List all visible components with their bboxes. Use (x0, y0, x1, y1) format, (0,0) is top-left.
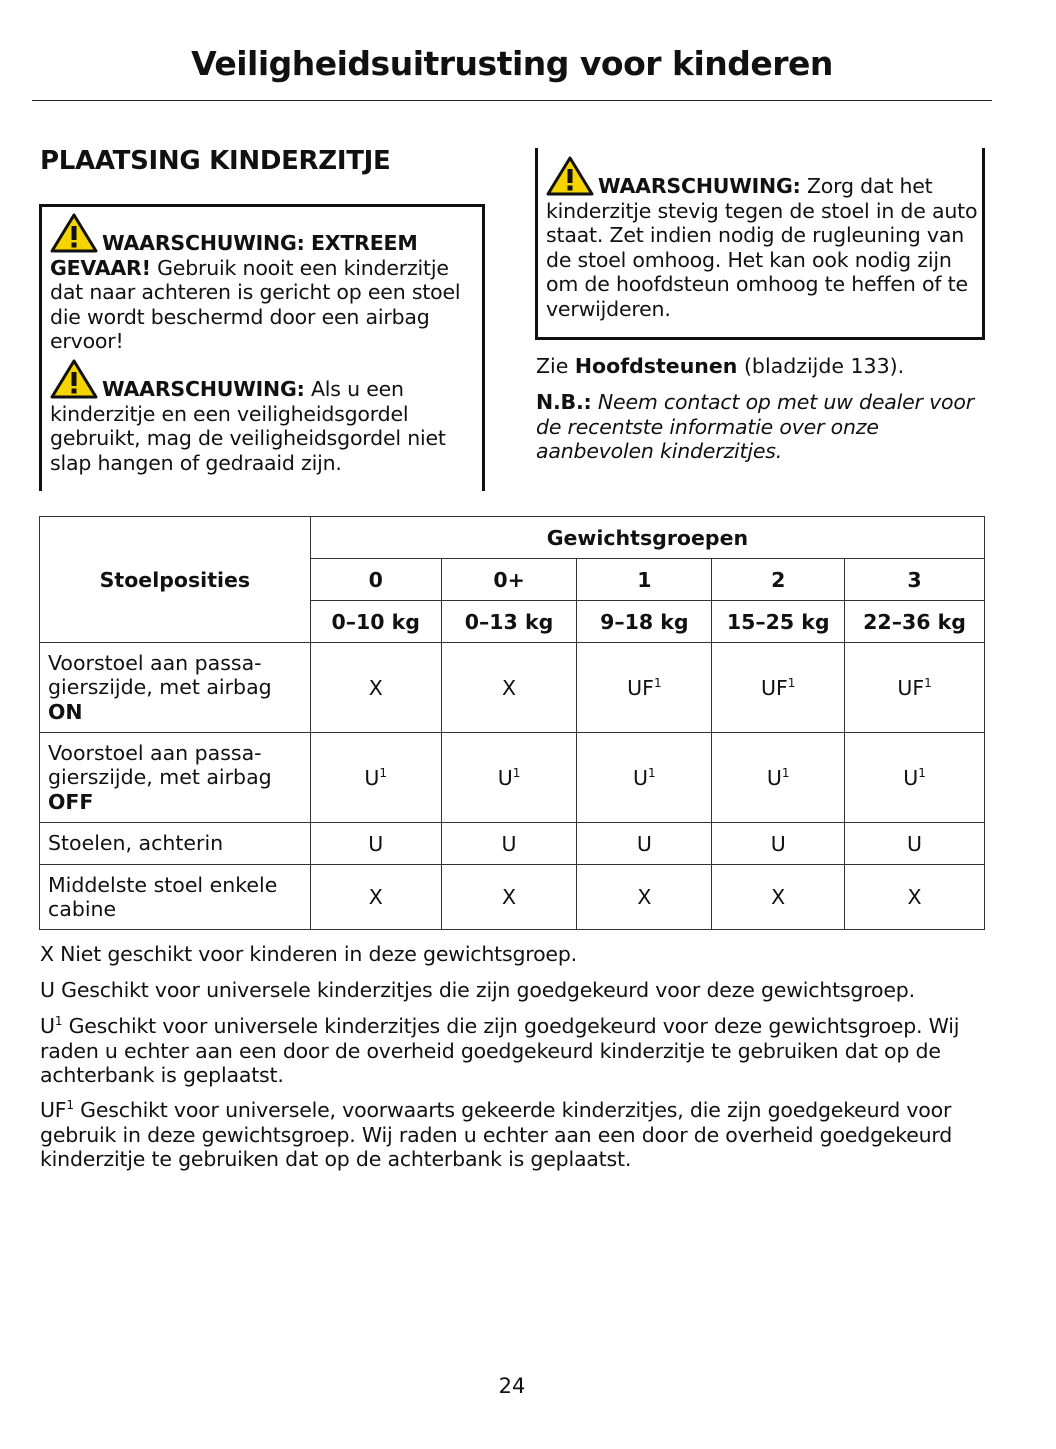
row-label: Middelste stoel enkele cabine (40, 865, 311, 930)
row-label: Voorstoel aan passa-gierszijde, met airbag OFF (40, 733, 311, 823)
table-cell: $U^1$ (310, 733, 441, 823)
table-cell: U (577, 823, 712, 865)
note-label: N.B.: (536, 390, 592, 414)
table-cell: X (577, 865, 712, 930)
warning-emphasis-2: GEVAAR! (50, 255, 151, 280)
headrests-link[interactable]: Hoofdsteunen (574, 354, 738, 378)
table-cell: X (310, 865, 441, 930)
table-cell: X (310, 643, 441, 733)
table-cell: X (712, 865, 845, 930)
warning-child-seat-fit (546, 156, 978, 321)
warning-label: WAARSCHUWING: (598, 174, 801, 198)
see-prefix: Zie (536, 354, 569, 378)
seat-position-table (39, 516, 985, 930)
warning-emphasis: EXTREEM (310, 231, 418, 255)
table-cell: U (845, 823, 985, 865)
warning-triangle-icon (546, 156, 594, 196)
warning-triangle-icon (50, 359, 98, 399)
table-cell: U (310, 823, 441, 865)
table-row (40, 823, 985, 865)
table-cell: X (441, 643, 577, 733)
weight-label: 22–36 kg (845, 601, 985, 643)
table-cell: $U^1$ (712, 733, 845, 823)
legend-item: X Niet geschikt voor kinderen in deze gewichtsgroep. (40, 942, 577, 966)
weight-label: 0–10 kg (310, 601, 441, 643)
group-label: 0 (310, 559, 441, 601)
legend-item: $U^1$ Geschikt voor universele kinderzitjes die zijn goedgekeurd voor deze gewichtsgroep. Wij raden u echter aan een door de overheid goedgekeurd kinderzitje te gebruiken dat op de achterbank is geplaatst. (40, 1014, 960, 1087)
table-row (40, 643, 985, 733)
warning-label: WAARSCHUWING: (102, 377, 305, 401)
warning-text: Als u een kinderzitje en een veiligheidsgordel gebruikt, mag de veiligheidsgordel niet slap hangen of gedraaid zijn. (50, 377, 446, 475)
row-label: Stoelen, achterin (40, 823, 311, 865)
corner-header: Stoelposities (40, 517, 311, 643)
table-row (40, 865, 985, 930)
weight-label: 0–13 kg (441, 601, 577, 643)
table-cell: $U^1$ (577, 733, 712, 823)
table-cell: $UF^1$ (577, 643, 712, 733)
table-cell: $U^1$ (441, 733, 577, 823)
warning-triangle-icon (50, 213, 98, 253)
page-number: 24 (498, 1374, 526, 1398)
warning-label: WAARSCHUWING: (102, 231, 305, 255)
table-cell: $UF^1$ (712, 643, 845, 733)
warning-seatbelt (50, 359, 475, 475)
page-title: Veiligheidsuitrusting voor kinderen (191, 44, 833, 83)
see-suffix: (bladzijde 133). (743, 354, 905, 378)
legend-item: U Geschikt voor universele kinderzitjes die zijn goedgekeurd voor deze gewichtsgroep. (40, 978, 915, 1002)
warning-box-right (535, 148, 985, 340)
section-heading: PLAATSING KINDERZITJE (40, 146, 391, 176)
legend-item: $UF^1$ Geschikt voor universele, voorwaarts gekeerde kinderzitjes, die zijn goedgekeurd voor gebruik in deze gewichtsgroep. Wij raden u echter aan een door de overheid goedgekeurd kinderzitje te gebruiken dat op de achterbank is geplaatst. (40, 1098, 953, 1171)
group-header: Gewichtsgroepen (310, 517, 984, 559)
row-label: Voorstoel aan passa-gierszijde, met airbag ON (40, 643, 311, 733)
warning-text: dat naar achteren is gericht op een stoel die wordt beschermd door een airbag ervoor! (50, 280, 461, 353)
title-divider (32, 100, 992, 101)
warning-text-line1: Gebruik nooit een kinderzitje (157, 255, 449, 280)
warning-text: Zorg dat het kinderzitje stevig tegen de stoel in de auto staat. Zet indien nodig de rugleuning van de stoel omhoog. Het kan ook nodig zijn om de hoofdsteun omhoog te heffen of te verwijderen. (546, 174, 978, 321)
note-text: Neem contact op met uw dealer voor de recentste informatie over onze aanbevolen kinderzitjes. (536, 390, 974, 463)
table-cell: X (441, 865, 577, 930)
warning-box-left (39, 204, 485, 491)
table-cell: X (845, 865, 985, 930)
see-reference (536, 354, 904, 379)
table-cell: U (441, 823, 577, 865)
weight-label: 15–25 kg (712, 601, 845, 643)
weight-label: 9–18 kg (577, 601, 712, 643)
table-cell: $UF^1$ (845, 643, 985, 733)
warning-extreme-danger (50, 213, 480, 354)
group-label: 3 (845, 559, 985, 601)
group-label: 0+ (441, 559, 577, 601)
note (536, 390, 988, 464)
table-cell: U (712, 823, 845, 865)
group-label: 2 (712, 559, 845, 601)
group-label: 1 (577, 559, 712, 601)
table-row (40, 733, 985, 823)
table-cell: $U^1$ (845, 733, 985, 823)
